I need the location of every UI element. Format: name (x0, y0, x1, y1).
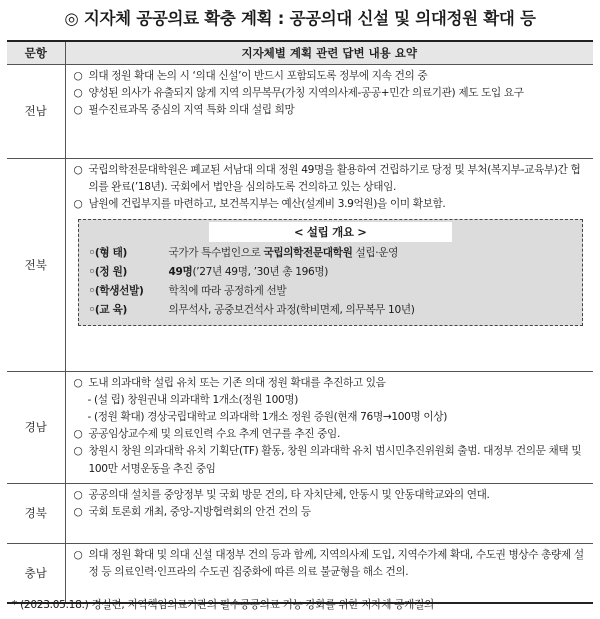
box-row: ◦(교 육) 의무석사, 공중보건석사 과정(학비면제, 의무복무 10년) (88, 304, 415, 317)
region-cell: 경북 (7, 483, 65, 543)
footnote: * (2023.05.18.) 경실련, 지역책임의료기관의 필수공공의료 기능 강화를 위한 지자체 공개질의 (12, 599, 434, 611)
region-cell: 충남 (7, 543, 65, 603)
table-row (7, 483, 593, 543)
establishment-overview-box (78, 219, 584, 326)
region-cell: 전북 (7, 158, 65, 371)
list-item: ○ 국립의학전문대학원은 폐교된 서남대 의대 정원 49명을 활용하여 건립하기로 당정 및 부처(복지부-교육부)간 협의를 완료(’18년). 국회에서 법안을 심의하도록 건의하고 있는 상태임. (73, 163, 581, 193)
table-row (7, 158, 593, 371)
sub-item: - (설 립) 창원권내 의과대학 1개소(정원 100명) (87, 393, 299, 406)
list-item: ○ 공공의대 설치를 중앙정부 및 국회 방문 건의, 타 자치단체, 안동시 및 안동대학교와의 연대. (73, 488, 490, 501)
box-row: ◦(학생선발) 학칙에 따라 공정하게 선발 (88, 285, 287, 298)
list-item: ○ 도내 의과대학 설립 유치 또는 기존 의대 정원 확대를 추진하고 있음 (73, 376, 386, 389)
list-item: ○ 필수진료과목 중심의 지역 특화 의대 설립 희망 (73, 103, 295, 116)
table-row (7, 371, 593, 483)
page-title: ◎ 지자체 공공의료 확충 계획 : 공공의대 신설 및 의대정원 확대 등 (64, 9, 536, 28)
box-row: ◦(형 태) 국가가 특수법인으로 국립의학전문대학원 설립·운영 (88, 247, 399, 260)
list-item: ○ 남원에 건립부지를 마련하고, 보건복지부는 예산(설계비 3.9억원)을 이미 확보함. (73, 197, 446, 210)
summary-table (7, 40, 593, 604)
box-row: ◦(정 원) 49명(’27년 49명, ’30년 총 196명) (88, 266, 329, 279)
content-cell (65, 371, 593, 483)
list-item: ○ 의대 정원 확대 논의 시 ‘의대 신설’이 반드시 포함되도록 정부에 지속 건의 중 (73, 69, 428, 82)
list-item: ○ 공공임상교수제 및 의료인력 수요 추계 연구를 추진 중임. (73, 428, 340, 441)
table-row (7, 64, 593, 158)
content-cell (65, 483, 593, 543)
list-item: ○ 국회 토론회 개최, 중앙-지방협력회의 안건 건의 등 (73, 505, 311, 518)
table-row (7, 543, 593, 603)
content-cell (65, 64, 593, 158)
box-title: < 설립 개요 > (209, 222, 453, 242)
sub-item: - (정원 확대) 경상국립대학교 의과대학 1개소 정원 증원(현재 76명→100명 이상) (87, 410, 447, 423)
table-header-row (7, 41, 593, 64)
header-question: 문항 (7, 41, 65, 64)
list-item: ○ 양성된 의사가 유출되지 않게 지역 의무복무(가칭 지역의사제-공공+민간 의료기관) 제도 도입 요구 (73, 86, 524, 99)
list-item: ○ 창원시 창원 의과대학 유치 기획단(TF) 활동, 창원 의과대학 유치 범시민추진위원회 출범. 대정부 건의문 채택 및 100만 서명운동을 추진 중임 (73, 445, 582, 475)
region-cell: 경남 (7, 371, 65, 483)
content-cell (65, 543, 593, 603)
content-cell (65, 158, 593, 371)
region-cell: 전남 (7, 64, 65, 158)
header-summary: 지자체별 계획 관련 답변 내용 요약 (65, 41, 593, 64)
list-item: ○ 의대 정원 확대 및 의대 신설 대정부 건의 등과 함께, 지역의사제 도입, 지역수가제 확대, 수도권 병상수 총량제 설정 등 의료인력·인프라의 수도권 집중화에 따른 의료 불균형을 해소 건의. (73, 548, 584, 578)
